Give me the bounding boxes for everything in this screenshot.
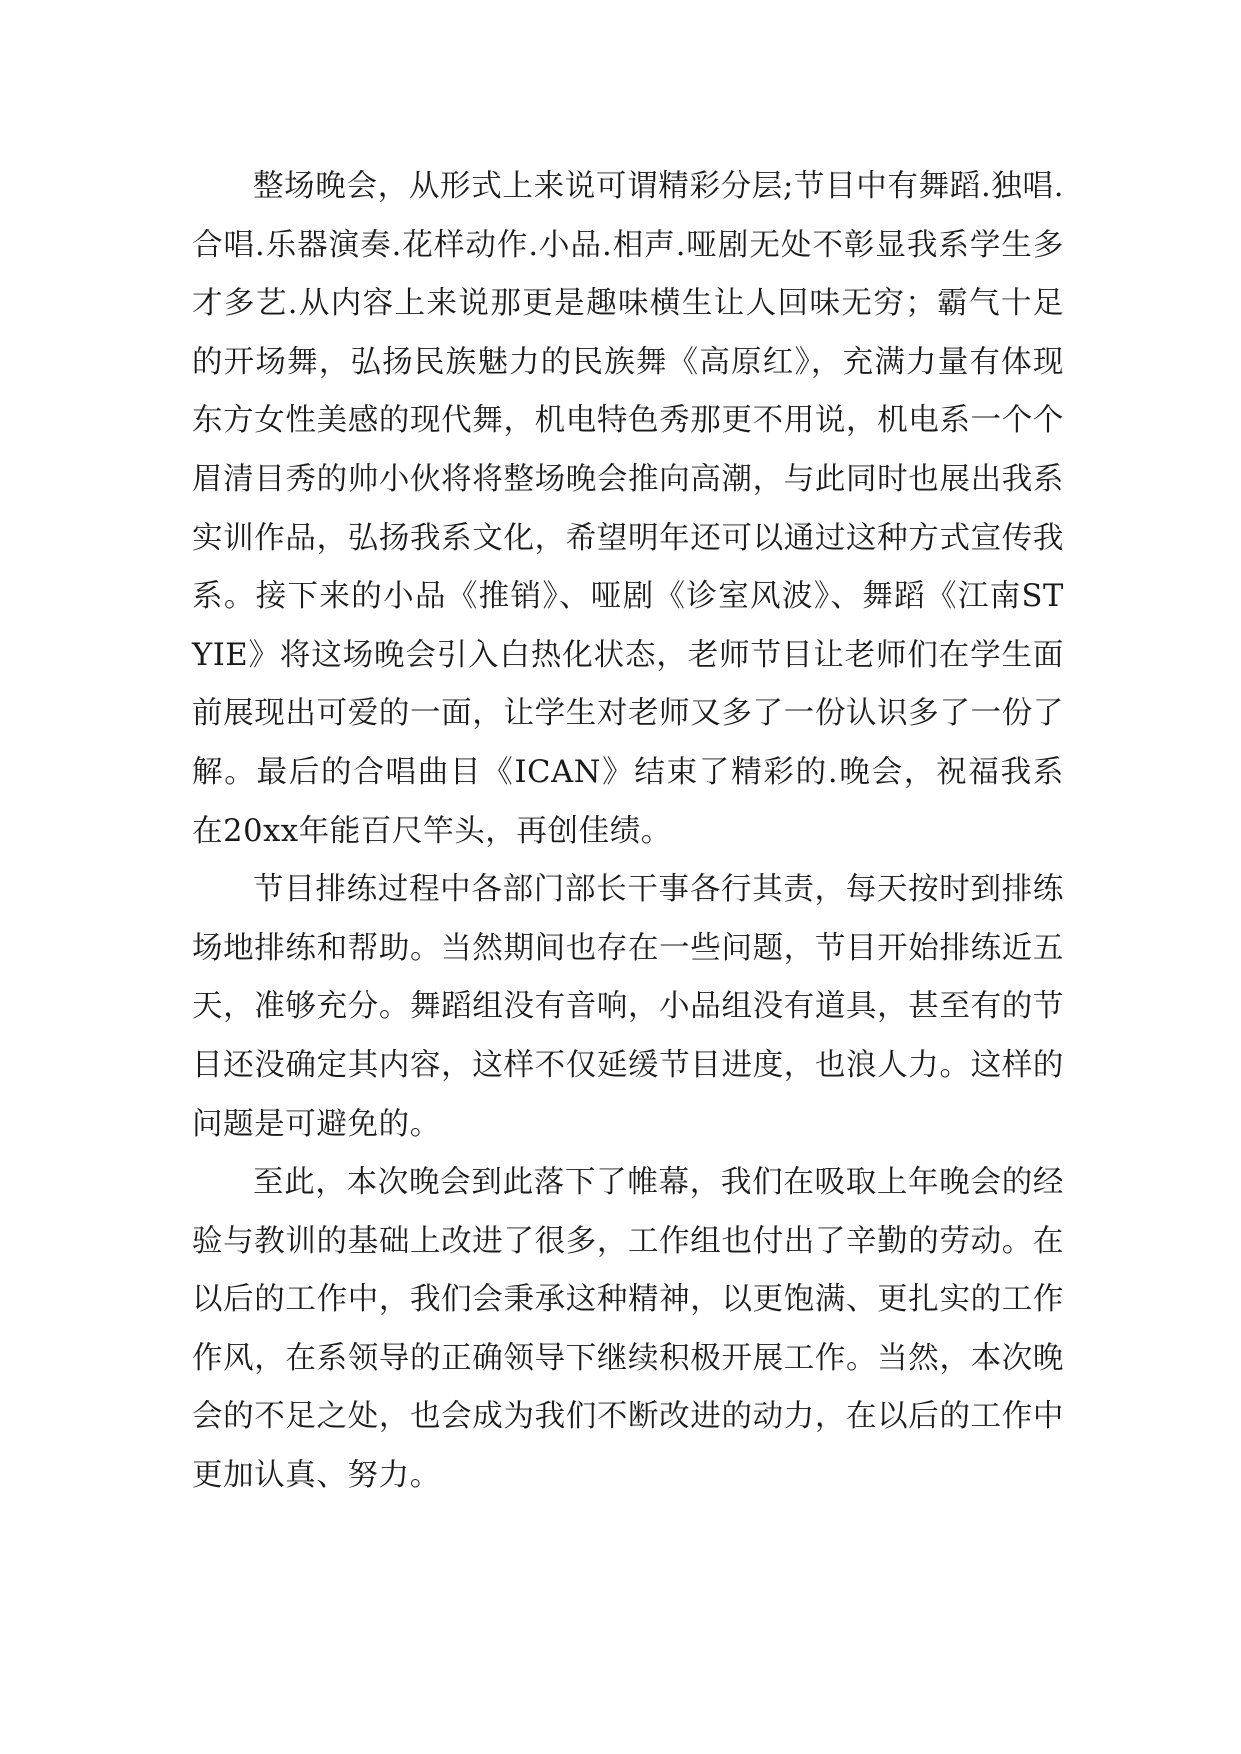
paragraph-1: 整场晚会，从形式上来说可谓精彩分层;节目中有舞蹈.独唱.合唱.乐器演奏.花样动作.小品.相声.哑剧无处不彰显我系学生多才多艺.从内容上来说那更是趣味横生让人回味无穷；霸气十足的开场舞，弘扬民族魅力的民族舞《高原红》，充满力量有体现东方女性美感的现代舞，机电特色秀那更不用说，机电系一个个眉清目秀的帅小伙将将整场晚会推向高潮，与此同时也展出我系实训作品，弘扬我系文化，希望明年还可以通过这种方式宣传我系。接下来的小品《推销》、哑剧《诊室风波》、舞蹈《江南STYIE》将这场晚会引入白热化状态，老师节目让老师们在学生面前展现出可爱的一面，让学生对老师又多了一份认识多了一份了解。最后的合唱曲目《ICAN》结束了精彩的.晚会，祝福我系在20xx年能百尺竿头，再创佳绩。: [192, 169, 1064, 849]
document-body: [192, 158, 1064, 1506]
paragraph-3: 至此，本次晚会到此落下了帷幕，我们在吸取上年晚会的经验与教训的基础上改进了很多，工作组也付出了辛勤的劳动。在以后的工作中，我们会秉承这种精神，以更饱满、更扎实的工作作风，在系领导的正确领导下继续积极开展工作。当然，本次晚会的不足之处，也会成为我们不断改进的动力，在以后的工作中更加认真、努力。: [192, 1165, 1064, 1494]
paragraph-2: 节目排练过程中各部门部长干事各行其责，每天按时到排练场地排练和帮助。当然期间也存在一些问题，节目开始排练近五天，准够充分。舞蹈组没有音响，小品组没有道具，甚至有的节目还没确定其内容，这样不仅延缓节目进度，也浪人力。这样的问题是可避免的。: [192, 872, 1064, 1142]
